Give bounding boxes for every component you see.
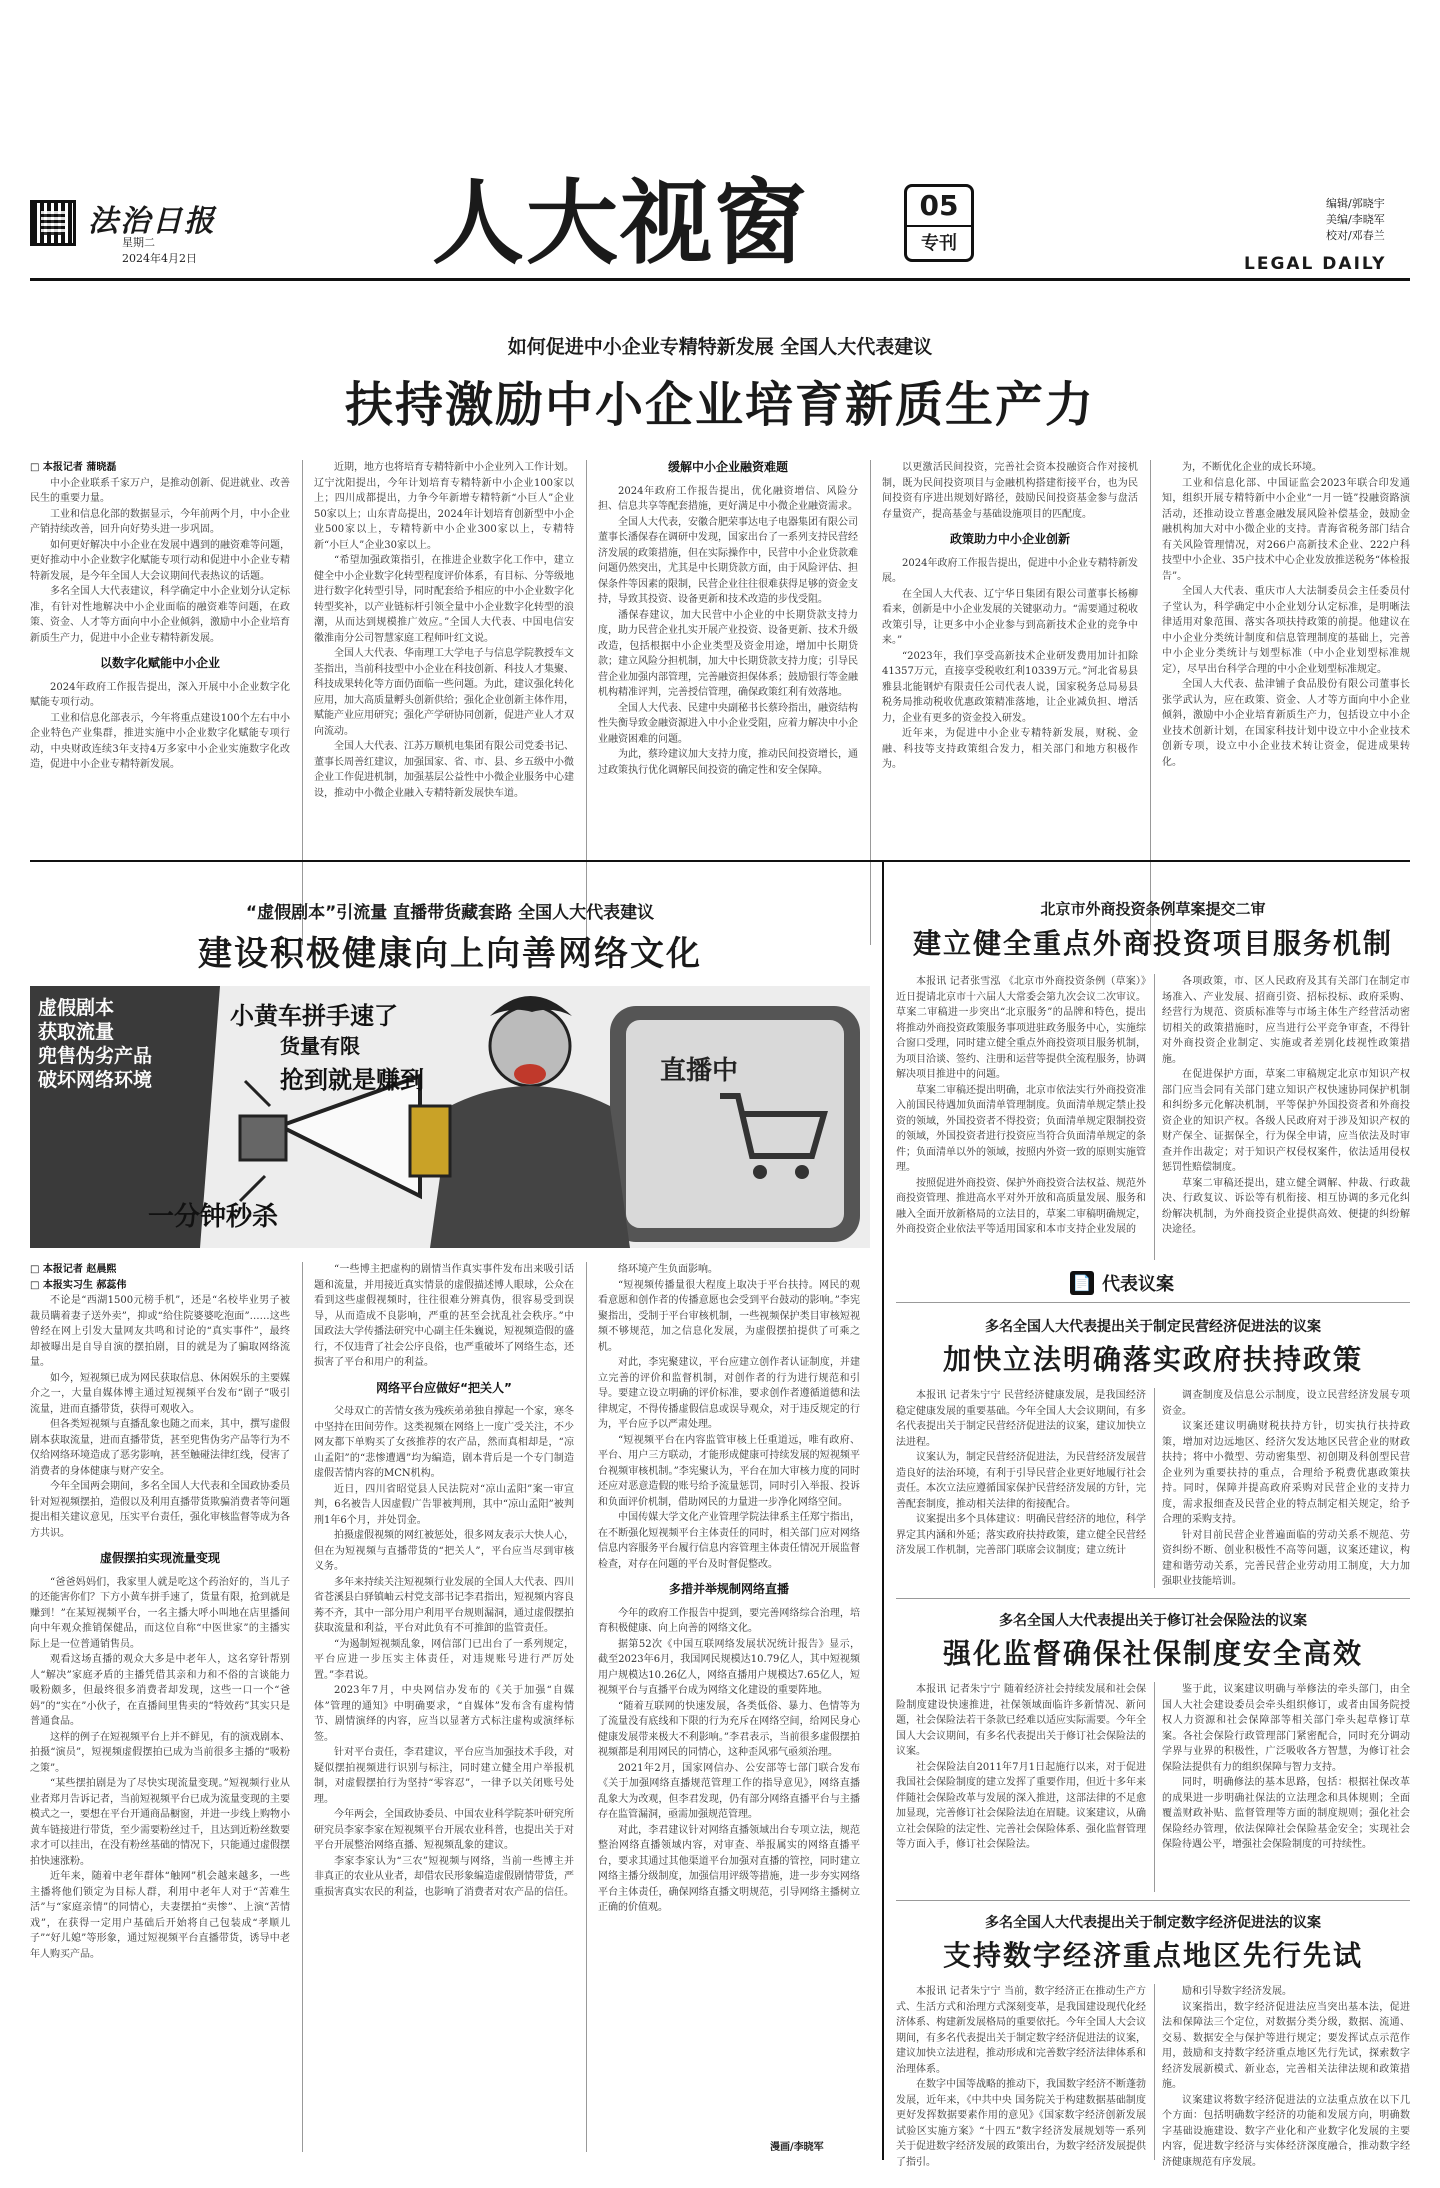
- article1-kicker: 如何促进中小企业专精特新发展 全国人大代表建议: [507, 336, 933, 358]
- proposal1-kicker: 多名全国人大代表提出关于制定民营经济促进法的议案: [985, 1319, 1321, 1335]
- paragraph: 2023年7月，中央网信办发布的《关于加强“自媒体”管理的通知》中明确要求，“自媒体”发布含有虚构情节、剧情演绎的内容，应当以显著方式标注虚构或演绎标签。: [314, 1685, 574, 1743]
- proposal3-kicker: 多名全国人大代表提出关于制定数字经济促进法的议案: [985, 1915, 1321, 1931]
- paragraph: 在促进保护方面，草案二审稿规定北京市知识产权部门应当会同有关部门建立知识产权快速协同保护机制和纠纷多元化解决机制，平等保护外国投资者和外商投资企业的知识产权。各级人民政府对于涉及知识产权的财产保全、证据保全，行为保全申请，应当依法及时审查并作出裁定；对于知识产权侵权案件，依法适用侵权惩罚性赔偿制度。: [1162, 1069, 1410, 1173]
- article2-subhead-1: 虚假摆拍实现流量变现: [99, 1551, 220, 1565]
- article1-headline[interactable]: 扶持激励中小企业培育新质生产力: [344, 377, 1095, 433]
- paragraph: 全国人大代表、重庆市人大法制委员会主任委员付子堂认为，科学确定中小企业划分认定标准，是明晰法律适用对象范围、落实各项扶持政策的前提。他建议在中小企业分类统计制度和信息管理制度的基础上，完善中小企业分类统计与划型标准（中小企业划型标准规定），尽早出台科学合理的中小企业划型标准规定。: [1162, 586, 1410, 675]
- paragraph: 不论是“西湖1500元榜手机”，还是“名校毕业男子被裁员瞒着妻子送外卖”，抑或“给住院婆婆吃泡面”……这些曾经在网上引发大量网友共鸣和讨论的“真实事件”，最终却被曝出是自导自演的摆拍剧，目的就是为了骗取网络流量。: [30, 1295, 290, 1368]
- section-rule: [30, 860, 1410, 862]
- article2-subhead-2: 网络平台应做好“把关人”: [376, 1380, 512, 1395]
- paragraph: 调查制度及信息公示制度，设立民营经济发展专项资金。: [1162, 1390, 1410, 1417]
- paragraph: 议案提出多个具体建议：明确民营经济的地位，科学界定其内涵和外延；落实政府扶持政策，建立健全民营经济发展工作机制，完善部门联席会议制度；建立统计: [896, 1514, 1146, 1556]
- article1-column-1: [30, 460, 290, 945]
- paper-name: 法治日报: [88, 204, 216, 239]
- article2-byline-2: □ 本报实习生 郝蕊伟: [30, 1279, 127, 1291]
- paragraph: 议案指出，数字经济促进法应当突出基本法，促进法和保障法三个定位，对数据分类分级，数据、流通、交易、数据安全与保护等进行规定；要发挥试点示范作用，鼓励和支持数字经济重点地区先行先试，探索数字经济发展新模式、新业态，完善相关法律法规和政策措施。: [1162, 2001, 1410, 2090]
- banner-line: 破坏网络环境: [38, 1069, 153, 1091]
- page-number: 05: [907, 187, 971, 227]
- proposal1-column-1: [896, 1388, 1146, 1588]
- illustration-countdown: 一分钟秒杀: [148, 1202, 279, 1232]
- banner-line: 兜售伪劣产品: [38, 1045, 153, 1067]
- paragraph: 工业和信息化部表示，今年将重点建设100个左右中小企业特色产业集群，推进实施中小企业数字化赋能专项行动，中央财政连续3年支持4万多家中小企业实施数字化改造，促进中小企业专精特新发展。: [30, 712, 290, 770]
- paragraph: 潘保春建议，加大民营中小企业的中长期贷款支持力度，助力民营企业扎实开展产业投资、设备更新、技术升级改造，包括根据中小企业类型及资金用途，增加中长期贷款；建立风险分担机制，加大中长期贷款支持力度；引导民营企业加强内部管理，完善融资担保体系；鼓励银行等金融机构精准评判，完善授信管理，确保政策红利有效落地。: [598, 609, 858, 698]
- illustration-speech-1: 小黄车拼手速了: [230, 1002, 398, 1030]
- newspaper-page: [30, 170, 1410, 2168]
- paragraph: 励和引导数字经济发展。: [1182, 1986, 1292, 1997]
- article1-column-2: [314, 460, 574, 945]
- article3-column-2: [1162, 974, 1410, 1260]
- paragraph: “爸爸妈妈们，我家里人就是吃这个药治好的，当儿子的还能害你们？下方小黄车拼手速了，货量有限，抢到就是赚到！”在某短视频平台，一名主播大呼小叫地在店里播间向中年观众推销保健品，而这位自称“中医世家”的主播实际上是一位普通销售员。: [30, 1576, 290, 1650]
- masthead-rule: [30, 278, 1410, 281]
- paragraph: 李家李家认为“三农”短视频与网络，当前一些博主并非真正的农业从业者，却借农民形象编造虚假剧情带货，严重损害真实农民的利益，也影响了消费者对农产品的信任。: [314, 1855, 574, 1898]
- paragraph: “短视频传播量很大程度上取决于平台扶持。网民的观看意愿和创作者的传播意愿也会受到平台鼓动的影响。”李宪聚指出，受制于平台审核机制，一些视频保护类目审核短视频不够规范，加之信息化发展，为虚假摆拍提供了可乘之机。: [598, 1279, 860, 1353]
- article1-subhead-1: 以数字化赋能中小企业: [99, 656, 220, 670]
- column-divider: [302, 1262, 303, 2152]
- column-divider: [302, 460, 303, 945]
- article3-headline[interactable]: 建立健全重点外商投资项目服务机制: [912, 927, 1393, 960]
- paragraph: 为此，蔡玲建议加大支持力度，推动民间投资增长，通过政策执行优化调解民间投资的确定性和安全保障。: [598, 749, 858, 776]
- paragraph: 鉴于此，议案建议明确与举修法的牵头部门，由全国人大社会建设委员会牵头组织修订，或者由国务院授权人力资源和社会保障部等相关部门牵头起草修订草案。各社会保险行政管理部门紧密配合，同时充分调动学界与业界的积极性，广泛吸收各方智慧，为修订社会保险法提供有力的组织保障与智力支持。: [1162, 1684, 1410, 1773]
- cartoon-illustration: [30, 986, 870, 1248]
- proposals-tag-label: 代表议案: [1102, 1274, 1174, 1295]
- divider: [896, 1302, 1410, 1303]
- paragraph: “希望加强政策指引，在推进企业数字化工作中，建立健全中小企业数字化转型程度评价体系，有目标、分等级地进行数字化转型引导，同时配套给予相应的中小企业数字化转型奖补，以产业链标杆引领全量中小企业数字化转型的浪潮，从而达到规模推广效应。”全国人大代表、中国电信安徽淮南分公司智慧家庭工程师叶红文说。: [314, 555, 574, 644]
- paragraph: 草案二审稿还提出明确，北京市依法实行外商投资准入前国民待遇加负面清单管理制度。负面清单规定禁止投资的领域，外国投资者不得投资；负面清单规定限制投资的领域，外国投资者进行投资应当符合负面清单规定的条件；负面清单以外的领域，按照内外资一致的原则实施管理。: [896, 1084, 1146, 1173]
- paragraph: “为遏制短视频乱象，网信部门已出台了一系列规定，平台应进一步压实主体责任，对违规账号进行严厉处置。”李君说。: [314, 1638, 574, 1681]
- proposal2-column-1: [896, 1682, 1146, 1892]
- article1-column-4: [882, 460, 1138, 945]
- banner-line: 获取流量: [38, 1021, 115, 1043]
- paragraph: 对此，李宪聚建议，平台应建立创作者认证制度，并建立完善的评价和监督机制，对创作者的行为进行规范和引导。要建立设立明确的评价标准，要求创作者遵循道德和法律规定，不得传播虚假信息或误导观众，对于违反规定的行为，平台应予以严肃处理。: [598, 1357, 860, 1430]
- paragraph: 在数字中国等战略的推动下，我国数字经济不断蓬勃发展，近年来，《中共中央 国务院关于构建数据基础制度更好发挥数据要素作用的意见》《国家数字经济创新发展试验区实施方案》“十四五”数字经济发展规划等一系列关于促进数字经济发展的政策出台，为数字经济发展提供了指引。: [896, 2079, 1146, 2168]
- column-divider: [1154, 1388, 1155, 1588]
- column-divider: [586, 460, 587, 945]
- proposals-tag: [1070, 1270, 1174, 1296]
- article2-subhead-3: 多措并举规制网络直播: [668, 1582, 789, 1596]
- illustration-speech-3: 抢到就是赚到: [280, 1066, 424, 1094]
- paragraph: 2024年政府工作报告提出，深入开展中小企业数字化赋能专项行动。: [30, 681, 290, 708]
- paragraph: 如何更好解决中小企业在发展中遇到的融资难等问题，更好推动中小企业数字化赋能专项行动和促进中小企业专精特新发展，是今年全国人大会议期间代表热议的话题。: [30, 539, 290, 582]
- paragraph: 多名全国人大代表建议，科学确定中小企业划分认定标准，有针对性地解决中小企业面临的融资难等问题，在政策、资金、人才等方面向中小企业倾斜，激励中小企业培育新质生产力，促进中小企业专精特新发展。: [30, 586, 290, 644]
- paragraph: “某些摆拍剧是为了尽快实现流量变现。”短视频行业从业者郑月告诉记者，当前短视频平台已成为流量变现的主要模式之一，要想在平台开通商品橱窗，并进一步线上购物小黄车链接进行带货，至少需要粉丝过千，且达到近粉丝数要求才可以挂出，在没有粉丝基础的情况下，只能通过虚假摆拍快速涨粉。: [30, 1778, 290, 1867]
- paragraph: 近期，地方也将培育专精特新中小企业列入工作计划。辽宁沈阳提出，今年计划培育专精特新中小企业100家以上；四川成都提出，力争今年新增专精特新“小巨人”企业50家以上；山东青岛提出，2024年计划培育创新型中小企业500家以上，专精特新中小企业300家以上，专精特新“小巨人”企业30家以上。: [314, 462, 574, 551]
- paragraph: 议案建议将数字经济促进法的立法重点放在以下几个方面：包括明确数字经济的功能和发展方向，明确数字基础设施建设、数字产业化和产业数字化发展的主要内容，促进数字经济与实体经济深度融合，推动数字经济健康规范有序发展。: [1162, 2094, 1410, 2168]
- article1-column-3: [598, 460, 858, 945]
- paragraph: 全国人大代表，安徽合肥荣事达电子电器集团有限公司董事长潘保春在调研中发现，国家出台了一系列支持民营经济发展的政策措施，但在实际操作中，民营中小企业贷款难问题仍然突出，尤其是中长期贷款方面，由于风险评估、担保条件等因素的限制，民营企业往往很难获得足够的资金支持，导致其投资、设备更新和技术改造的步伐受阻。: [598, 516, 858, 605]
- proposal2-kicker: 多名全国人大代表提出关于修订社会保险法的议案: [999, 1613, 1307, 1629]
- paragraph: 议案认为，制定民营经济促进法，为民营经济发展营造良好的法治环境，有利于引导民营企业更好地履行社会责任。本次立法应遵循国家保护民营经济发展的方针，完善配套制度，推动相关法律的衔接配合。: [896, 1452, 1146, 1510]
- paragraph: 对此，李君建议针对网络直播领域出台专项立法，规范整治网络直播领域内容，对审查、举报属实的网络直播平台，要求其通过其他渠道平台加强对直播的管控，同时建立网络主播分级制度，加强信用评级等措施，进一步夯实网络平台主体责任，确保网络直播文明规范，引导网络主播树立正确的价值观。: [598, 1824, 860, 1913]
- paragraph: 草案二审稿还提出，建立健全调解、仲裁、行政裁决、行政复议、诉讼等有机衔接、相互协调的多元化纠纷解决机制，为外商投资企业提供高效、便捷的纠纷解决途径。: [1162, 1177, 1410, 1235]
- article1-subhead-3: 政策助力中小企业创新: [949, 532, 1070, 546]
- illustration-speech-2: 货量有限: [280, 1034, 360, 1058]
- paragraph: 在全国人大代表、辽宁华日集团有限公司董事长杨柳看来，创新是中小企业发展的关键驱动力。“需要通过税收改策引导，让更多中小企业参与到高新技术企业的竞争中来。”: [882, 588, 1138, 646]
- paragraph: 按照促进外商投资、保护外商投资合法权益、规范外商投资管理、推进高水平对外开放和高质量发展、服务和融入全面开放新格局的立法目的，草案二审稿明确规定，外商投资企业依法平等适用国家和本市支持企业发展的: [896, 1177, 1146, 1235]
- proposal3-headline[interactable]: 支持数字经济重点地区先行先试: [942, 1939, 1363, 1972]
- paragraph: 这样的例子在短视频平台上并不鲜见，有的演戏剧本、拍摄“演员”，短视频虚假摆拍已成为当前很多主播的“吸粉之策”。: [30, 1731, 290, 1774]
- article2-headline[interactable]: 建设积极健康向上向善网络文化: [198, 934, 702, 974]
- paragraph: 多年来持续关注短视频行业发展的全国人大代表、四川省苍溪县白驿镇岫云村党支部书记李君指出，短视频内容良莠不齐，其中一部分用户利用平台规则漏洞，通过虚假摆拍获取流量和利益，平台对此负有不可推卸的监管责任。: [314, 1576, 574, 1634]
- paragraph: 社会保险法自2011年7月1日起施行以来，对于促进我国社会保险制度的建立发挥了重要作用，但近十多年来伴随社会保险改革与发展的深入推进，这部法律的不足愈加显现，完善修订社会保险法迫在眉睫。议案建议，从确立社会保险的法定性、完善社会保险体系、强化监督管理等方面入手，修订社会保险法。: [896, 1761, 1146, 1850]
- paragraph: 议案还建议明确财税扶持方针，切实执行扶持政策，增加对边远地区、经济欠发达地区民营企业的财政扶持；将中小微型、劳动密集型、初创期及科创型民营企业列为重要扶持的重点，合理给予税费优惠政策扶持。同时，保障并提高政府采购对民营企业的支持力度，需求报细查及民营企业的特点制定相关规定，给予合理的采购支持。: [1162, 1421, 1410, 1525]
- paragraph: 以更激活民间投资，完善社会资本投融资合作对接机制，既为民间投资项目与金融机构搭建衔接平台，也为民间投资有序进出规划好路径，鼓励民间投资基金参与盘活存量资产，提高基金与基础设施项目的匹配度。: [882, 462, 1138, 520]
- art-editor: 美编/李晓军: [1326, 213, 1385, 226]
- proposal3-column-2: [1162, 1984, 1410, 2168]
- paragraph: 为，不断优化企业的成长环境。: [1182, 462, 1322, 473]
- paragraph: 本报讯 记者朱宁宁 随着经济社会持续发展和社会保险制度建设快速推进，社保领域面临许多新情况、新问题，社会保险法若干条款已经难以适应实际需要。今年全国人大会议期间，有多名代表提出关于修订社会保险法的议案。: [896, 1684, 1146, 1757]
- paragraph: “短视频平台在内容监管审核上任重道远，唯有政府、平台、用户三方联动，才能形成健康可持续发展的短视频平台视频审核机制。”李宪聚认为，平台在加大审核力度的同时还应对恶意造假的账号给予流量惩罚，同时引入举报、投诉和负面评价机制，借助网民的力量进一步净化网络空间。: [598, 1434, 860, 1508]
- column-divider: [586, 1262, 587, 2152]
- paragraph: 拍摄虚假视频的网红被惩处，很多网友表示大快人心，但在为短视频与直播带货的“把关人”，平台应当尽到审核义务。: [314, 1530, 574, 1572]
- paragraph: 观看这场直播的观众大多是中老年人，这名穿针帮别人“解决”家庭矛盾的主播凭借其亲和力和不俗的言谈能力吸粉颇多，但最终很多消费者却发现，这些一口一个“爸妈”的“实在”小伙子，在直播间里售卖的“特效药”其实只是普通食品。: [30, 1654, 290, 1727]
- article2-column-2: [314, 1262, 574, 2162]
- paragraph: 据第52次《中国互联网络发展状况统计报告》显示，截至2023年6月，我国网民规模达10.79亿人，其中短视频用户规模达10.26亿人，网络直播用户规模达7.65亿人，短视频平台与直播平台成为网络文化建设的重要阵地。: [598, 1638, 860, 1696]
- paragraph: 今年两会，全国政协委员、中国农业科学院茶叶研究所研究员李家李家在短视频平台开展农业科普，也提出关于对平台开展整治网络直播、短视频乱象的建议。: [314, 1809, 574, 1851]
- paragraph: 全国人大代表、民建中央副秘书长蔡玲指出，融资结构性失衡导致金融资源进入中小企业受阻，应着力解决中小企业融资困难的问题。: [598, 702, 858, 745]
- paragraph: 近年来，随着中老年群体“触网”机会越来越多，一些主播将他们锁定为目标人群，利用中老年人对于“苦难生活”与“家庭亲情”的同情心，夫妻摆拍“卖惨”、上演“苦情戏”，在获得一定用户基础后开始将自己包装成“孝顺儿子”“好儿媳”等形象，通过短视频平台直播带货，诱导中老年人购买产品。: [30, 1871, 290, 1960]
- paragraph: “2023年，我们享受高新技术企业研发费用加计扣除41357万元，直接享受税收红利10339万元。”河北省易县雅县北能钢炉有限责任公司代表人说，国家税务总局易县税务局推动税收优惠政策精准落地，让企业减负担、增活力，企业有更多的资金投入研发。: [882, 650, 1138, 724]
- paragraph: 络环境产生负面影响。: [618, 1264, 718, 1275]
- section-title: 人大视窗: [432, 170, 809, 277]
- column-divider: [1154, 974, 1155, 1260]
- article2-column-3: [598, 1262, 860, 2132]
- issue-date: 2024年4月2日: [122, 252, 197, 265]
- column-divider: [870, 460, 871, 945]
- article2-column-1: [30, 1262, 290, 2162]
- document-icon: 📄: [1070, 1271, 1094, 1295]
- article3-column-1: [896, 974, 1146, 1260]
- paragraph: 本报讯 记者朱宁宁 当前，数字经济正在推动生产方式、生活方式和治理方式深刻变革，是我国建设现代化经济体系、构建新发展格局的重要依托。今年全国人大会议期间，有多名代表提出关于制定数字经济促进法的议案，建议加快立法进程，推动形成和完善数字经济法律体系和治理体系。: [896, 1986, 1146, 2075]
- paragraph: 2024年政府工作报告提出，优化融资增信、风险分担、信息共享等配套措施，更好满足中小微企业融资需求。: [598, 485, 858, 512]
- paragraph: 针对平台责任，李君建议，平台应当加强技术手段，对疑似摆拍视频进行识别与标注，同时建立健全用户举报机制，对虚假摆拍行为坚持“零容忍”，一律予以关闭账号处理。: [314, 1747, 574, 1805]
- paragraph: 父母双亡的苦情女孩为残疾弟弟独自撑起一个家，寒冬中坚持在田间劳作。这类视频在网络上一度广受关注，不少网友都下单购买了女孩推荐的农产品，然而真相却是，“凉山孟阳”的“悲惨遭遇”均为编造，剧本背后是一个专门制造虚假苦情内容的MCN机构。: [314, 1406, 574, 1479]
- paragraph: 全国人大代表、华南理工大学电子与信息学院教授车文荃指出，当前科技型中小企业在科技创新、科技人才集聚、科技成果转化等方面仍面临一些问题。为此，建议强化转化应用，加大高质量孵头创新供给；强化企业创新主体作用，赋能产业应用研究；强化产学研协同创新，促进产业人才双向流动。: [314, 648, 574, 737]
- divider: [896, 1900, 1410, 1901]
- proofreader: 校对/邓春兰: [1326, 229, 1385, 242]
- paragraph: 2024年政府工作报告提出，促进中小企业专精特新发展。: [882, 557, 1138, 584]
- paragraph: 各项政策，市、区人民政府及其有关部门在制定市场准入、产业发展、招商引资、招标投标、政府采购、经营行为规范、资质标准等与市场主体生产经营活动密切相关的政策措施时，应当进行公平竞争审查，不得针对外商投资企业制定、实施或者差别化歧视性政策措施。: [1162, 976, 1410, 1065]
- article3-kicker: 北京市外商投资条例草案提交二审: [1040, 900, 1266, 918]
- proposal2-headline[interactable]: 强化监督确保社保制度安全高效: [942, 1637, 1363, 1670]
- article2-byline-1: □ 本报记者 赵晨熙: [30, 1264, 117, 1275]
- paragraph: 但各类短视频与直播乱象也随之而来，其中，撰写虚假剧本获取流量，进而直播带货，甚至兜售伪劣产品等行为不仅给网络环境造成了恶劣影响，甚至触碰法律红线，侵害了消费者的身体健康与财产安全。: [30, 1419, 290, 1477]
- column-divider: [1154, 1682, 1155, 1892]
- paragraph: 工业和信息化部、中国证监会2023年联合印发通知，组织开展专精特新中小企业“一月一链”投融资路演活动，还推动设立普惠金融发展风险补偿基金，鼓励金融机构加大对中小微企业的支持。青海省税务部门结合有关风险管理情况，对266户高新技术企业、222户科技型中小企业、35户技术中心企业发放推送税务“体检报告”。: [1162, 477, 1410, 582]
- paragraph: 近年来，为促进中小企业专精特新发展，财税、金融、科技等支持政策组合发力，相关部门和地方积极作为。: [882, 728, 1138, 770]
- paragraph: 针对目前民营企业普遍面临的劳动关系不规范、劳资纠纷不断、创业积极性不高等问题，议案还建议，构建和谐劳动关系，完善民营企业劳动用工制度，大力加强职业技能培训。: [1162, 1529, 1410, 1587]
- article1-column-5: [1162, 460, 1410, 945]
- page-kind: 专刊: [921, 233, 957, 254]
- qr-code-icon[interactable]: [30, 200, 76, 246]
- section-divider: [882, 862, 884, 2160]
- paragraph: “一些博主把虚构的剧情当作真实事件发布出来吸引话题和流量，并用接近真实情景的虚假描述博人眼球，公众在看到这些虚假视频时，往往很难分辨真伪，很容易受到误导，从而造成不良影响，严重的甚至会扰乱社会秩序。”中国政法大学传播法研究中心副主任朱巍说，短视频造假的盛行，不仅违背了社会公序良俗，也严重破坏了网络生态，还损害了平台和用户的利益。: [314, 1264, 574, 1368]
- paragraph: 2021年2月，国家网信办、公安部等七部门联合发布《关于加强网络直播规范管理工作的指导意见》，网络直播乱象大为改观，但李君发现，仍有部分网络直播平台与主播存在监管漏洞，亟需加强规范管理。: [598, 1762, 860, 1820]
- illustration-live-label: 直播中: [660, 1056, 739, 1086]
- banner-line: 虚假剧本: [38, 997, 115, 1019]
- weekday: 星期二: [122, 236, 155, 249]
- paragraph: 本报讯 记者张雪泓 《北京市外商投资条例（草案）》近日提请北京市十六届人大常委会第九次会议二次审议。草案二审稿进一步突出“北京服务”的品牌和特色，提出将推动外商投资政策服务事项进驻政务服务中心，实施综合窗口受理，同时建立健全重点外商投资项目服务机制，为项目洽谈、签约、注册和运营等提供全流程服务，协调解决项目推进中的问题。: [896, 976, 1146, 1080]
- paragraph: 中小企业联系千家万户，是推动创新、促进就业、改善民生的重要力量。: [30, 477, 290, 504]
- illustration-left-banner: [38, 996, 188, 1092]
- paragraph: 如今，短视频已成为网民获取信息、休闲娱乐的主要媒介之一，大量自媒体博主通过短视频平台发布“剧子”吸引流量，进而直播带货，获得可观收入。: [30, 1372, 290, 1415]
- paragraph: 工业和信息化部的数据显示，今年前两个月，中小企业产销持续改善，回升向好势头进一步巩固。: [30, 508, 290, 535]
- article1-byline: □ 本报记者 蒲晓磊: [30, 462, 117, 473]
- proposal1-column-2: [1162, 1388, 1410, 1588]
- paragraph: 近日，四川省昭觉县人民法院对“凉山孟阳”案一审宣判，6名被告人因虚假广告罪被判刑，其中“凉山孟阳”被判刑1年6个月，并处罚金。: [314, 1483, 574, 1526]
- paragraph: 今年的政府工作报告中提到，要完善网络综合治理，培育积极健康、向上向善的网络文化。: [598, 1607, 860, 1634]
- column-divider: [1150, 460, 1151, 945]
- proposal3-column-1: [896, 1984, 1146, 2168]
- paragraph: 全国人大代表、盐津铺子食品股份有限公司董事长张学武认为，应在政策、资金、人才等方面向中小企业倾斜，激励中小企业培育新质生产力，包括设立中小企业技术创新计划，在国家科技计划中设立中小企业技术创新专项，设立中小企业技术转让资金，促进成果转化。: [1162, 679, 1410, 768]
- editor-credits: [1326, 196, 1385, 244]
- page-badge: [904, 184, 974, 262]
- divider: [896, 1598, 1410, 1599]
- article2-kicker: “虚假剧本”引流量 直播带货藏套路 全国人大代表建议: [245, 903, 655, 923]
- cartoon-credit: 漫画/李晓军: [770, 2142, 824, 2153]
- paragraph: 中国传媒大学文化产业管理学院法律系主任郑宁指出，在不断强化短视频平台主体责任的同时，相关部门应对网络信息内容服务平台履行信息内容管理主体责任情况开展监督检查，对存在问题的平台及时督促整改。: [598, 1512, 860, 1570]
- column-divider: [1154, 1984, 1155, 2160]
- proposal1-headline[interactable]: 加快立法明确落实政府扶持政策: [942, 1343, 1363, 1376]
- proposal2-column-2: [1162, 1682, 1410, 1892]
- english-name: LEGAL DAILY: [1244, 254, 1387, 274]
- paragraph: 本报讯 记者朱宁宁 民营经济健康发展，是我国经济稳定健康发展的重要基础。今年全国人大会议期间，有多名代表提出关于制定民营经济促进法的议案，建议加快立法进程。: [896, 1390, 1146, 1448]
- paragraph: 同时，明确修法的基本思路，包括：根据社保改革的成果进一步明确社保法的立法理念和具体规则；全面覆盖财政补贴、监督管理等方面的制度规则；强化社会保险经办管理，依法保障社会保险基金安全；实现社会保险待遇公平，增强社会保险制度的可持续性。: [1162, 1777, 1410, 1850]
- article1-subhead-2: 缓解中小企业融资难题: [667, 460, 788, 474]
- editor: 编辑/郭晓宇: [1326, 197, 1385, 210]
- paragraph: 今年全国两会期间，多名全国人大代表和全国政协委员针对短视频摆拍，造假以及利用直播带货欺骗消费者等问题提出相关建议意见，压实平台责任，强化审核监督等成为各方共识。: [30, 1481, 290, 1539]
- paragraph: “随着互联网的快速发展，各类低俗、暴力、色情等为了流量没有底线和下限的行为充斥在网络空间，给网民身心健康发展带来极大不利影响。”李君表示，当前很多虚假摆拍视频都是利用网民的同情心，这种歪风邪气亟须治理。: [598, 1700, 860, 1758]
- paragraph: 全国人大代表、江苏万顺机电集团有限公司党委书记、董事长周善红建议，加强国家、省、市、县、乡五级中小微企业工作促进机制，加强基层公益性中小微企业服务中心建设，推动中小微企业融入专精特新发展快车道。: [314, 741, 574, 799]
